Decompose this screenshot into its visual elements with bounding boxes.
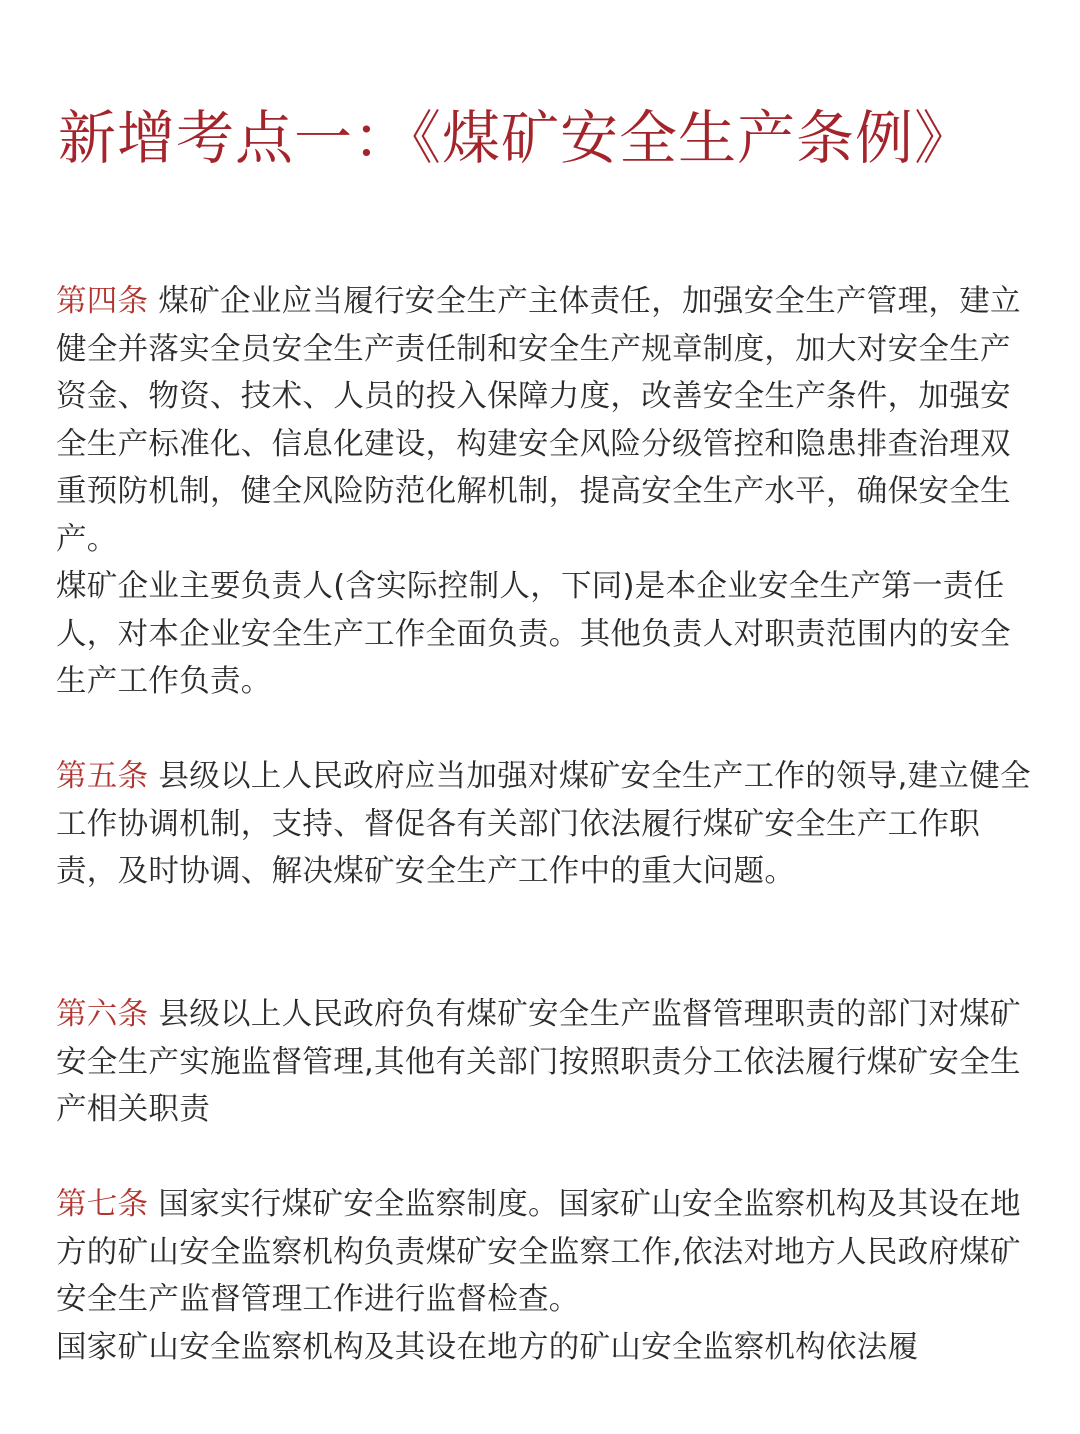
- article-4: [56, 278, 1031, 706]
- article-label: 第五条: [56, 759, 149, 794]
- article-paragraph: [56, 1324, 1031, 1372]
- article-text: 国家矿山安全监察机构及其设在地方的矿山安全监察机构依法履: [56, 1329, 919, 1365]
- article-paragraph: [56, 1181, 1031, 1324]
- page-title: 新增考点一：《煤矿安全生产条例》: [58, 104, 974, 172]
- article-text: 县级以上人民政府应当加强对煤矿安全生产工作的领导,建立健全工作协调机制，支持、督促各有关部门依法履行煤矿安全生产工作职责，及时协调、解决煤矿安全生产工作中的重大问题。: [56, 759, 1031, 889]
- article-5: [56, 753, 1031, 896]
- article-text: 国家实行煤矿安全监察制度。国家矿山安全监察机构及其设在地方的矿山安全监察机构负责煤矿安全监察工作,依法对地方人民政府煤矿安全生产监督管理工作进行监督检查。: [56, 1187, 1021, 1317]
- article-paragraph: [56, 991, 1031, 1134]
- article-label: 第七条: [56, 1187, 149, 1222]
- article-text: 煤矿企业应当履行安全生产主体责任，加强安全生产管理，建立健全并落实全员安全生产责任制和安全生产规章制度，加大对安全生产资金、物资、技术、人员的投入保障力度，改善安全生产条件，加强安全生产标准化、信息化建设，构建安全风险分级管控和隐患排查治理双重预防机制，健全风险防范化解机制，提高安全生产水平，确保安全生产。: [56, 284, 1021, 557]
- article-text: 煤矿企业主要负责人(含实际控制人，下同)是本企业安全生产第一责任人，对本企业安全生产工作全面负责。其他负责人对职责范围内的安全生产工作负责。: [56, 569, 1011, 699]
- article-text: 县级以上人民政府负有煤矿安全生产监督管理职责的部门对煤矿安全生产实施监督管理,其他有关部门按照职责分工依法履行煤矿安全生产相关职责: [56, 997, 1021, 1127]
- article-label: 第六条: [56, 997, 149, 1032]
- article-6: [56, 991, 1031, 1134]
- article-paragraph: [56, 563, 1031, 706]
- article-paragraph: [56, 278, 1031, 563]
- article-paragraph: [56, 753, 1031, 896]
- article-7: [56, 1181, 1031, 1371]
- article-label: 第四条: [56, 284, 149, 319]
